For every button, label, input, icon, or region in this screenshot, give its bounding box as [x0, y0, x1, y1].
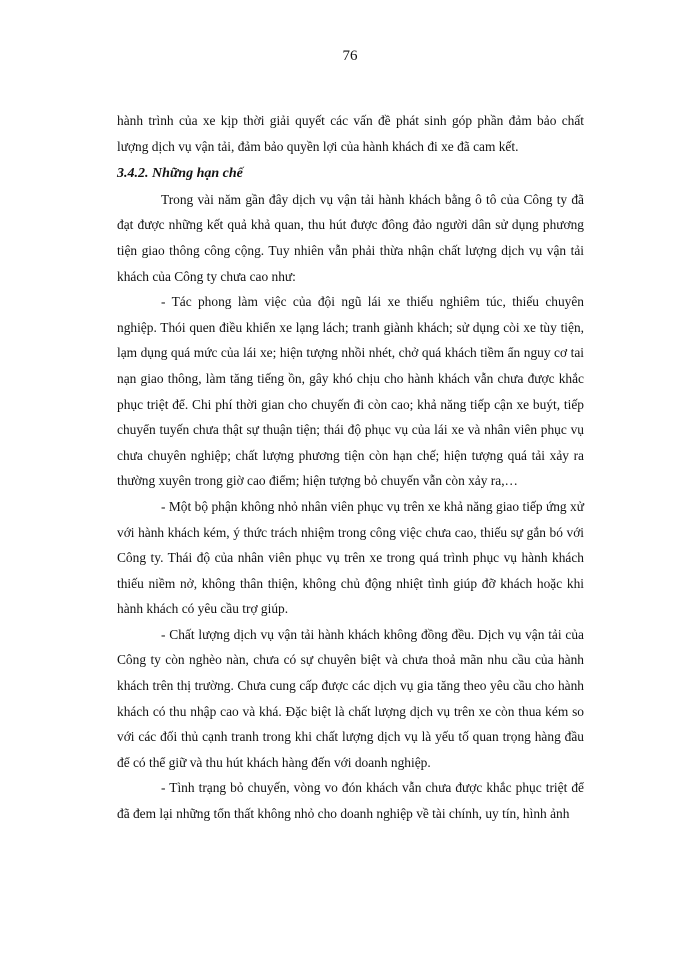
- section-heading: 3.4.2. Những hạn chế: [117, 166, 243, 182]
- paragraph-staff-communication: - Một bộ phận không nhỏ nhân viên phục vụ trên xe khả năng giao tiếp ứng xử với hành khách kém, ý thức trách nhiệm trong công việc chưa cao, thiếu sự gắn bó với Công ty. Thái độ của nhân viên phục vụ trên xe trong quá trình phục vụ hành khách thiếu niềm nở, không thân thiện, không chủ động nhiệt tình giúp đỡ khách hoặc khi hành khách có yêu cầu trợ giúp.: [117, 498, 584, 617]
- intro-paragraph: hành trình của xe kịp thời giải quyết các vấn đề phát sinh góp phần đảm bảo chất lượng dịch vụ vận tải, đảm bảo quyền lợi của hành khách đi xe đã cam kết.: [117, 113, 584, 154]
- paragraph-skipped-trips: - Tình trạng bỏ chuyến, vòng vo đón khách vẫn chưa được khắc phục triệt để đã đem lại những tổn thất không nhỏ cho doanh nghiệp về tài chính, uy tín, hình ảnh: [117, 780, 584, 822]
- document-body: [117, 108, 584, 827]
- paragraph-intro-limitations: Trong vài năm gần đây dịch vụ vận tải hành khách bằng ô tô của Công ty đã đạt được những kết quả khả quan, thu hút được đông đảo người dân sử dụng phương tiện giao thông công cộng. Tuy nhiên vẫn phải thừa nhận chất lượng dịch vụ vận tải khách của Công ty chưa cao như:: [117, 191, 584, 284]
- paragraph-driver-conduct: - Tác phong làm việc của đội ngũ lái xe thiếu nghiêm túc, thiếu chuyên nghiệp. Thói quen điều khiển xe lạng lách; tranh giành khách; sử dụng còi xe tùy tiện, lạm dụng quá mức của lái xe; hiện tượng nhồi nhét, chở quá khách tiềm ẩn nguy cơ tai nạn giao thông, làm tăng tiếng ồn, gây khó chịu cho hành khách vẫn chưa được khắc phục triệt để. Chi phí thời gian cho chuyến đi còn cao; khả năng tiếp cận xe buýt, tiếp chuyển tuyến chưa thật sự thuận tiện; thái độ phục vụ của lái xe và nhân viên phục vụ chưa chuyên nghiệp; chất lượng phương tiện còn hạn chế; hiện tượng quá tải xảy ra thường xuyên trong giờ cao điểm; hiện tượng bỏ chuyến vẫn còn xảy ra,…: [117, 294, 584, 489]
- page-number: 76: [342, 48, 358, 64]
- paragraph-service-quality: - Chất lượng dịch vụ vận tải hành khách không đồng đều. Dịch vụ vận tải của Công ty còn nghèo nàn, chưa có sự chuyên biệt và chưa thoả mãn nhu cầu của hành khách trên thị trường. Chưa cung cấp được các dịch vụ gia tăng theo yêu cầu cho hành khách có thu nhập cao và khá. Đặc biệt là chất lượng dịch vụ trên xe còn thua kém so với các đối thủ cạnh tranh trong khi chất lượng dịch vụ là yếu tố quan trọng hàng đầu để có thể giữ và thu hút khách hàng đến với doanh nghiệp.: [117, 626, 584, 770]
